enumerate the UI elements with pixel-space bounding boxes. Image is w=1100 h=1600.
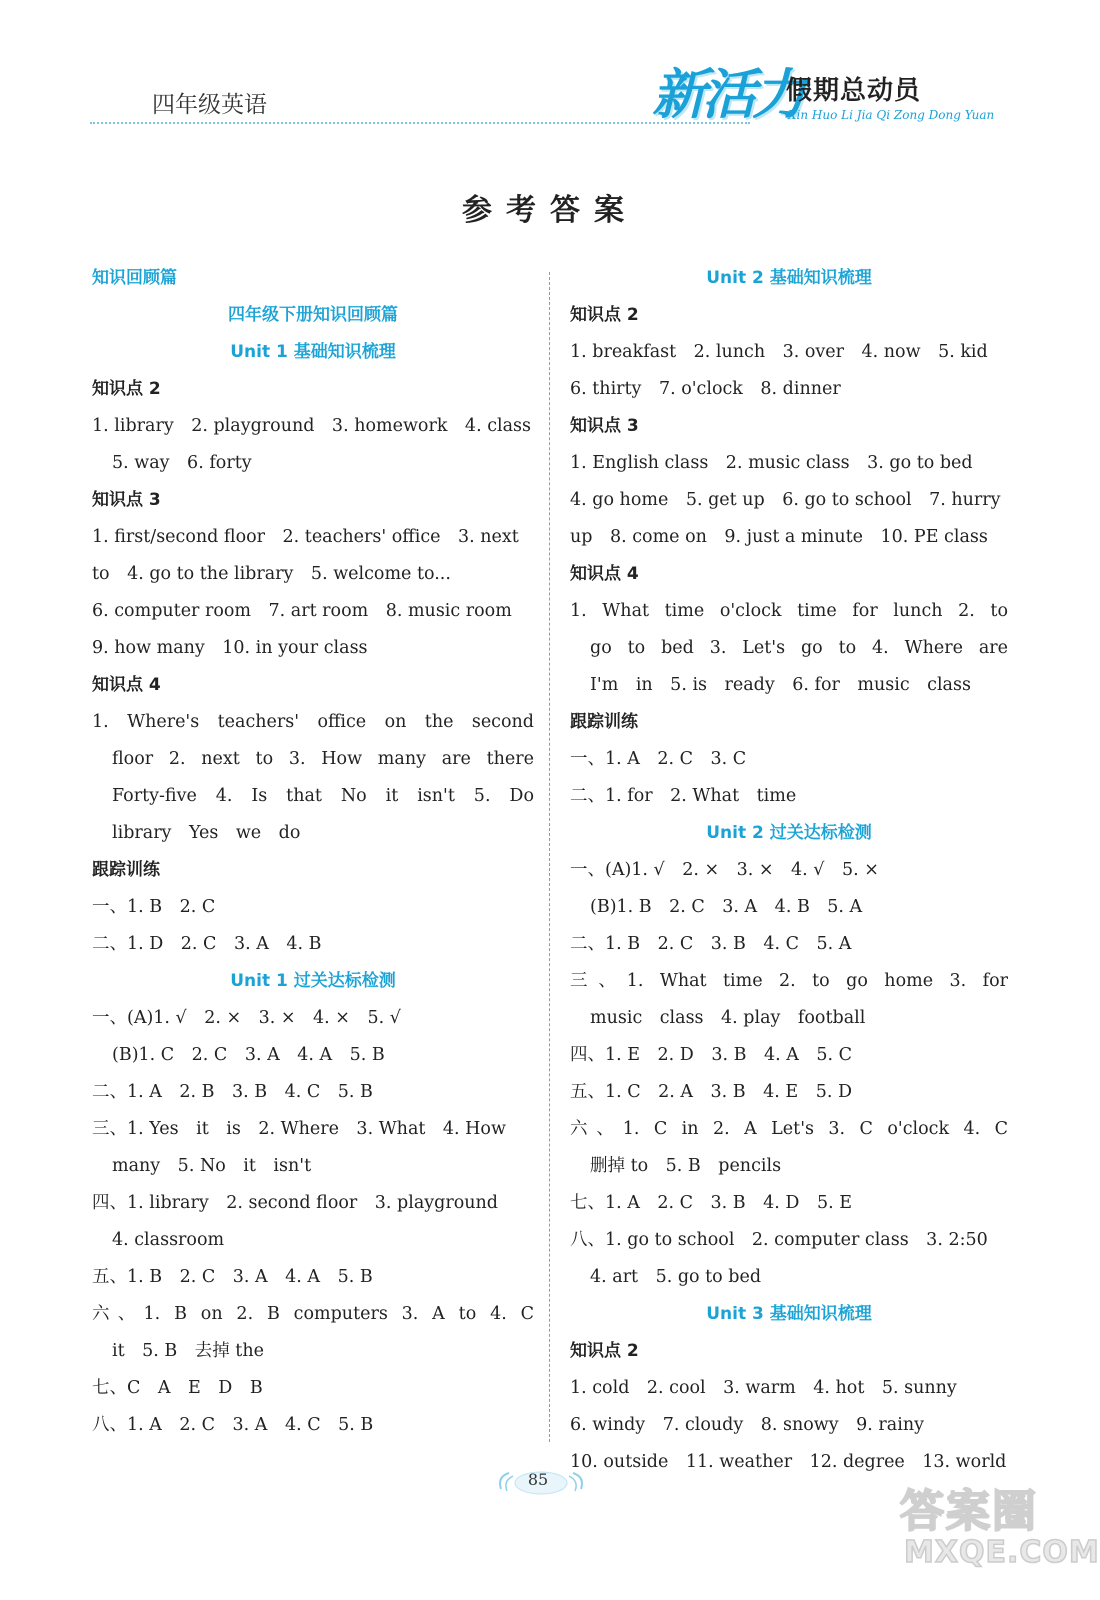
- right-answer-line: 一、(A)1. √ 2. × 3. × 4. √ 5. ×: [570, 860, 879, 880]
- left-answer-line: 一、(A)1. √ 2. × 3. × 4. × 5. √: [92, 1008, 401, 1028]
- header-divider: [90, 122, 750, 124]
- right-answer-line: 1. What time o'clock time for lunch 2. to: [570, 601, 1008, 621]
- left-answer-line: (B)1. C 2. C 3. A 4. A 5. B: [112, 1045, 385, 1065]
- watermark-top: 答案圈: [900, 1486, 1038, 1537]
- watermark-bottom: MXQE.COM: [904, 1535, 1100, 1570]
- header-subject: 四年级英语: [152, 92, 267, 118]
- left-answer-line: 四、1. library 2. second floor 3. playground: [92, 1193, 499, 1213]
- left-answer-line: 知识点 3: [92, 490, 161, 510]
- left-answer-line: 知识点 4: [92, 675, 161, 695]
- right-answer-line: 一、1. A 2. C 3. C: [570, 749, 747, 769]
- left-answer-line: 跟踪训练: [92, 860, 160, 880]
- column-divider: [549, 272, 550, 1442]
- right-answer-line: 六、1. C in 2. A Let's 3. C o'clock 4. C: [570, 1119, 1008, 1139]
- brand-logo-main: 假期总动员: [786, 76, 922, 106]
- left-answer-line: 六、1. B on 2. B computers 3. A to 4. C: [92, 1304, 534, 1324]
- brand-logo: [652, 52, 1012, 132]
- right-answer-line: (B)1. B 2. C 3. A 4. B 5. A: [590, 897, 863, 917]
- right-answer-line: 1. breakfast 2. lunch 3. over 4. now 5. kid: [570, 342, 988, 362]
- left-answer-line: Forty-five 4. Is that No it isn't 5. Do: [112, 786, 534, 806]
- right-answer-line: Unit 2 过关达标检测: [706, 823, 872, 843]
- right-answer-line: up 8. come on 9. just a minute 10. PE class: [570, 527, 988, 547]
- right-answer-line: 跟踪训练: [570, 712, 638, 732]
- right-answer-line: 4. go home 5. get up 6. go to school 7. hurry: [570, 490, 1001, 510]
- right-answer-line: 三、1. What time 2. to go home 3. for: [570, 971, 1008, 991]
- brand-logo-pinyin: Xin Huo Li Jia Qi Zong Dong Yuan: [788, 108, 995, 122]
- site-watermark: [900, 1475, 1100, 1585]
- left-answer-line: 9. how many 10. in your class: [92, 638, 368, 658]
- right-answer-line: 知识点 2: [570, 305, 639, 325]
- left-answer-line: 八、1. A 2. C 3. A 4. C 5. B: [92, 1415, 374, 1435]
- left-answer-line: 1. library 2. playground 3. homework 4. class: [92, 416, 531, 436]
- left-answer-line: 五、1. B 2. C 3. A 4. A 5. B: [92, 1267, 373, 1287]
- right-answer-line: 四、1. E 2. D 3. B 4. A 5. C: [570, 1045, 852, 1065]
- right-answer-line: 知识点 2: [570, 1341, 639, 1361]
- left-answer-line: 一、1. B 2. C: [92, 897, 216, 917]
- left-answer-line: to 4. go to the library 5. welcome to...: [92, 564, 451, 584]
- left-answer-line: 二、1. D 2. C 3. A 4. B: [92, 934, 322, 954]
- right-answer-line: Unit 2 基础知识梳理: [706, 268, 872, 288]
- right-answer-line: 知识点 3: [570, 416, 639, 436]
- right-answer-line: 知识点 4: [570, 564, 639, 584]
- left-answer-line: it 5. B 去掉 the: [112, 1341, 264, 1361]
- right-answer-line: go to bed 3. Let's go to 4. Where are: [590, 638, 1008, 658]
- right-column: [570, 260, 1008, 1481]
- left-answer-line: Unit 1 过关达标检测: [230, 971, 396, 991]
- right-answer-line: 五、1. C 2. A 3. B 4. E 5. D: [570, 1082, 852, 1102]
- left-answer-line: 1. first/second floor 2. teachers' office 3. next: [92, 527, 519, 547]
- right-answer-line: 10. outside 11. weather 12. degree 13. world: [570, 1452, 1007, 1472]
- right-answer-line: I'm in 5. is ready 6. for music class: [590, 675, 971, 695]
- right-answer-line: 二、1. for 2. What time: [570, 786, 797, 806]
- left-answer-line: 1. Where's teachers' office on the second: [92, 712, 534, 732]
- left-answer-line: 知识回顾篇: [92, 268, 177, 288]
- right-answer-line: 1. cold 2. cool 3. warm 4. hot 5. sunny: [570, 1378, 957, 1398]
- left-answer-line: many 5. No it isn't: [112, 1156, 312, 1176]
- left-answer-line: 二、1. A 2. B 3. B 4. C 5. B: [92, 1082, 373, 1102]
- left-answer-line: 知识点 2: [92, 379, 161, 399]
- left-answer-line: 6. computer room 7. art room 8. music room: [92, 601, 512, 621]
- right-answer-line: 七、1. A 2. C 3. B 4. D 5. E: [570, 1193, 852, 1213]
- right-answer-line: 二、1. B 2. C 3. B 4. C 5. A: [570, 934, 852, 954]
- page-title: 参考答案: [462, 193, 638, 228]
- left-answer-line: floor 2. next to 3. How many are there: [112, 749, 534, 769]
- left-answer-line: library Yes we do: [112, 823, 301, 843]
- right-answer-line: 八、1. go to school 2. computer class 3. 2:50: [570, 1230, 988, 1250]
- right-answer-line: music class 4. play football: [590, 1008, 866, 1028]
- left-answer-line: 4. classroom: [112, 1230, 225, 1250]
- left-answer-line: 5. way 6. forty: [112, 453, 252, 473]
- left-column: [92, 260, 534, 1444]
- right-answer-line: Unit 3 基础知识梳理: [706, 1304, 872, 1324]
- brand-logo-big: 新活力: [652, 62, 802, 126]
- left-answer-line: Unit 1 基础知识梳理: [230, 342, 396, 362]
- right-answer-line: 6. windy 7. cloudy 8. snowy 9. rainy: [570, 1415, 924, 1435]
- left-answer-line: 七、C A E D B: [92, 1378, 263, 1398]
- right-answer-line: 6. thirty 7. o'clock 8. dinner: [570, 379, 841, 399]
- right-answer-line: 1. English class 2. music class 3. go to bed: [570, 453, 973, 473]
- left-answer-line: 四年级下册知识回顾篇: [228, 305, 398, 325]
- page-number: 85: [527, 1470, 549, 1489]
- right-answer-line: 4. art 5. go to bed: [590, 1267, 762, 1287]
- right-answer-line: 删掉 to 5. B pencils: [590, 1156, 782, 1176]
- left-answer-line: 三、1. Yes it is 2. Where 3. What 4. How: [92, 1119, 506, 1139]
